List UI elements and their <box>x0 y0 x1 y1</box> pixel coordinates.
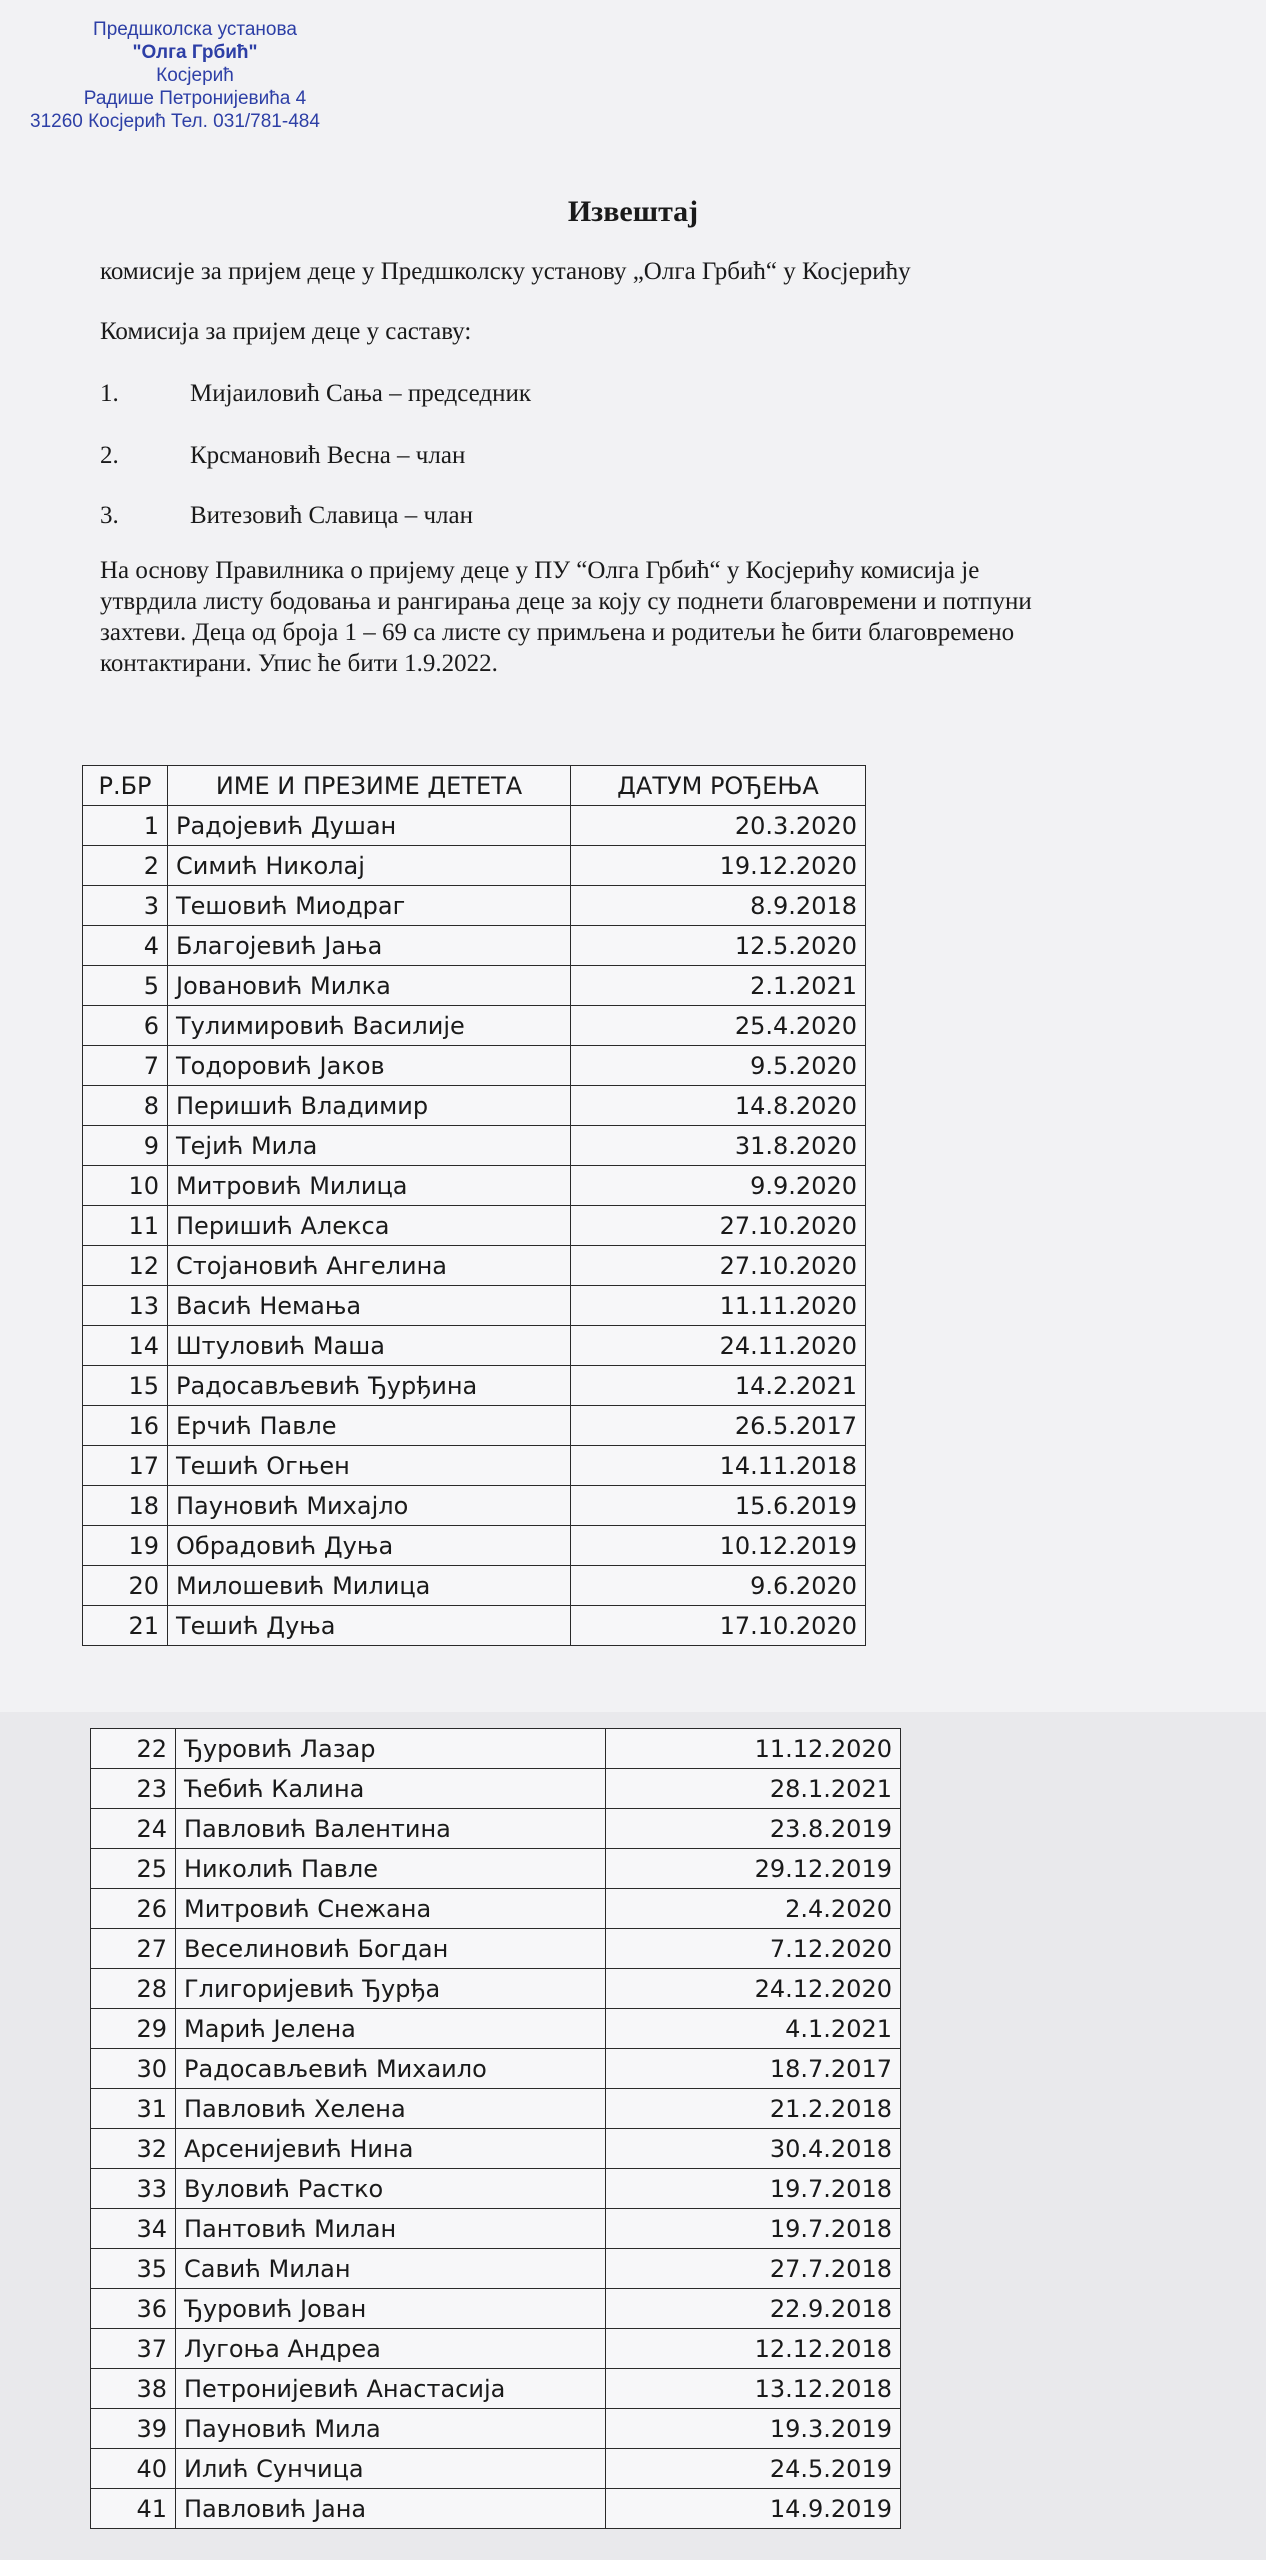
child-name: Митровић Снежана <box>176 1889 606 1929</box>
row-number: 5 <box>83 966 168 1006</box>
table-row <box>91 2209 901 2249</box>
table-row <box>91 1809 901 1849</box>
row-number: 25 <box>91 1849 176 1889</box>
table-row <box>83 1086 866 1126</box>
table-row <box>83 966 866 1006</box>
table-row <box>83 1526 866 1566</box>
birth-date: 18.7.2017 <box>606 2049 901 2089</box>
committee-number: 2. <box>100 442 119 469</box>
table-row <box>83 1206 866 1246</box>
child-name: Пауновић Михајло <box>168 1486 571 1526</box>
table-row <box>83 1246 866 1286</box>
committee-number: 1. <box>100 380 119 407</box>
table-row <box>91 2049 901 2089</box>
birth-date: 11.12.2020 <box>606 1729 901 1769</box>
birth-date: 27.10.2020 <box>571 1206 866 1246</box>
paragraph-line: утврдила листу бодовања и рангирања деце за коју су поднети благовремени и потпуни <box>100 588 1032 615</box>
row-number: 39 <box>91 2409 176 2449</box>
table-row <box>83 806 866 846</box>
child-name: Милошевић Милица <box>168 1566 571 1606</box>
table-row <box>83 1606 866 1646</box>
row-number: 12 <box>83 1246 168 1286</box>
birth-date: 9.9.2020 <box>571 1166 866 1206</box>
row-number: 29 <box>91 2009 176 2049</box>
child-name: Штуловић Маша <box>168 1326 571 1366</box>
committee-number: 3. <box>100 502 119 529</box>
row-number: 2 <box>83 846 168 886</box>
row-number: 9 <box>83 1126 168 1166</box>
row-number: 11 <box>83 1206 168 1246</box>
stamp-line-institution: Предшколска установа <box>93 19 297 40</box>
admission-table-page2 <box>90 1728 901 2529</box>
child-name: Тодоровић Јаков <box>168 1046 571 1086</box>
row-number: 38 <box>91 2369 176 2409</box>
row-number: 8 <box>83 1086 168 1126</box>
birth-date: 27.7.2018 <box>606 2249 901 2289</box>
child-name: Тејић Мила <box>168 1126 571 1166</box>
row-number: 26 <box>91 1889 176 1929</box>
birth-date: 20.3.2020 <box>571 806 866 846</box>
birth-date: 24.12.2020 <box>606 1969 901 2009</box>
row-number: 36 <box>91 2289 176 2329</box>
table-row <box>91 2409 901 2449</box>
child-name: Марић Јелена <box>176 2009 606 2049</box>
child-name: Тешић Огњен <box>168 1446 571 1486</box>
birth-date: 7.12.2020 <box>606 1929 901 1969</box>
child-name: Радојевић Душан <box>168 806 571 846</box>
row-number: 23 <box>91 1769 176 1809</box>
row-number: 31 <box>91 2089 176 2129</box>
header-number: Р.БР <box>83 766 168 806</box>
child-name: Благојевић Јања <box>168 926 571 966</box>
decision-paragraph <box>100 555 1180 679</box>
row-number: 14 <box>83 1326 168 1366</box>
table-row <box>91 2169 901 2209</box>
table-row <box>83 886 866 926</box>
birth-date: 12.12.2018 <box>606 2329 901 2369</box>
paragraph-line: На основу Правилника о пријему деце у ПУ “Олга Грбић“ у Косјерићу комисија је <box>100 557 980 584</box>
child-name: Пантовић Милан <box>176 2209 606 2249</box>
header-name: ИМЕ И ПРЕЗИМЕ ДЕТЕТА <box>168 766 571 806</box>
child-name: Арсенијевић Нина <box>176 2129 606 2169</box>
table-row <box>83 1486 866 1526</box>
table-row <box>83 846 866 886</box>
birth-date: 14.9.2019 <box>606 2489 901 2529</box>
row-number: 18 <box>83 1486 168 1526</box>
table-row <box>91 2449 901 2489</box>
birth-date: 24.5.2019 <box>606 2449 901 2489</box>
row-number: 6 <box>83 1006 168 1046</box>
birth-date: 29.12.2019 <box>606 1849 901 1889</box>
table-row <box>91 2289 901 2329</box>
child-name: Васић Немања <box>168 1286 571 1326</box>
table-row <box>83 1166 866 1206</box>
table-row <box>83 1366 866 1406</box>
row-number: 19 <box>83 1526 168 1566</box>
birth-date: 9.6.2020 <box>571 1566 866 1606</box>
birth-date: 26.5.2017 <box>571 1406 866 1446</box>
birth-date: 30.4.2018 <box>606 2129 901 2169</box>
table-row <box>91 2489 901 2529</box>
birth-date: 25.4.2020 <box>571 1006 866 1046</box>
child-name: Ћебић Калина <box>176 1769 606 1809</box>
child-name: Павловић Јана <box>176 2489 606 2529</box>
child-name: Николић Павле <box>176 1849 606 1889</box>
child-name: Обрадовић Дуња <box>168 1526 571 1566</box>
report-subtitle: комисије за пријем деце у Предшколску установу „Олга Грбић“ у Косјерићу <box>100 258 911 285</box>
row-number: 35 <box>91 2249 176 2289</box>
row-number: 21 <box>83 1606 168 1646</box>
child-name: Вуловић Растко <box>176 2169 606 2209</box>
birth-date: 28.1.2021 <box>606 1769 901 1809</box>
row-number: 32 <box>91 2129 176 2169</box>
row-number: 33 <box>91 2169 176 2209</box>
birth-date: 4.1.2021 <box>606 2009 901 2049</box>
paragraph-line: контактирани. Упис ће бити 1.9.2022. <box>100 650 498 677</box>
row-number: 34 <box>91 2209 176 2249</box>
child-name: Пауновић Мила <box>176 2409 606 2449</box>
birth-date: 15.6.2019 <box>571 1486 866 1526</box>
child-name: Ерчић Павле <box>168 1406 571 1446</box>
table-row <box>91 1889 901 1929</box>
row-number: 3 <box>83 886 168 926</box>
child-name: Илић Сунчица <box>176 2449 606 2489</box>
birth-date: 8.9.2018 <box>571 886 866 926</box>
stamp-line-name: "Олга Грбић" <box>132 42 258 63</box>
admission-table-page1 <box>82 765 866 1646</box>
child-name: Веселиновић Богдан <box>176 1929 606 1969</box>
stamp-line-phone: 31260 Косјерић Тел. 031/781-484 <box>30 111 320 132</box>
child-name: Радосављевић Ђурђина <box>168 1366 571 1406</box>
child-name: Глигоријевић Ђурђа <box>176 1969 606 2009</box>
row-number: 41 <box>91 2489 176 2529</box>
child-name: Ђуровић Лазар <box>176 1729 606 1769</box>
row-number: 22 <box>91 1729 176 1769</box>
birth-date: 27.10.2020 <box>571 1246 866 1286</box>
birth-date: 22.9.2018 <box>606 2289 901 2329</box>
header-birthdate: ДАТУМ РОЂЕЊА <box>571 766 866 806</box>
child-name: Лугоња Андреа <box>176 2329 606 2369</box>
table-row <box>91 1969 901 2009</box>
paragraph-line: захтеви. Деца од броја 1 – 69 са листе су примљена и родитељи ће бити благовремено <box>100 619 1015 646</box>
committee-intro: Комисија за пријем деце у саставу: <box>100 318 472 345</box>
table-row <box>91 2369 901 2409</box>
table-row <box>91 2129 901 2169</box>
row-number: 10 <box>83 1166 168 1206</box>
table-row <box>83 1046 866 1086</box>
birth-date: 19.3.2019 <box>606 2409 901 2449</box>
row-number: 40 <box>91 2449 176 2489</box>
row-number: 1 <box>83 806 168 846</box>
table-row <box>83 1406 866 1446</box>
table-row <box>83 926 866 966</box>
stamp-line-city: Косјерић <box>156 65 234 86</box>
row-number: 37 <box>91 2329 176 2369</box>
row-number: 20 <box>83 1566 168 1606</box>
child-name: Тешовић Миодраг <box>168 886 571 926</box>
child-name: Павловић Валентина <box>176 1809 606 1849</box>
table-row <box>91 2089 901 2129</box>
row-number: 16 <box>83 1406 168 1446</box>
child-name: Перишић Алекса <box>168 1206 571 1246</box>
table-row <box>83 1326 866 1366</box>
row-number: 24 <box>91 1809 176 1849</box>
committee-member: Витезовић Славица – члан <box>190 502 473 529</box>
institution-stamp <box>30 18 360 133</box>
table-row <box>83 1286 866 1326</box>
page-title: Извештај <box>567 195 699 228</box>
birth-date: 11.11.2020 <box>571 1286 866 1326</box>
birth-date: 14.2.2021 <box>571 1366 866 1406</box>
birth-date: 10.12.2019 <box>571 1526 866 1566</box>
birth-date: 31.8.2020 <box>571 1126 866 1166</box>
row-number: 28 <box>91 1969 176 2009</box>
child-name: Тешић Дуња <box>168 1606 571 1646</box>
birth-date: 19.12.2020 <box>571 846 866 886</box>
row-number: 4 <box>83 926 168 966</box>
table-row <box>91 2329 901 2369</box>
child-name: Петронијевић Анастасија <box>176 2369 606 2409</box>
birth-date: 14.11.2018 <box>571 1446 866 1486</box>
table-row <box>91 2249 901 2289</box>
stamp-line-street: Радише Петронијевића 4 <box>83 88 307 109</box>
birth-date: 9.5.2020 <box>571 1046 866 1086</box>
birth-date: 13.12.2018 <box>606 2369 901 2409</box>
birth-date: 14.8.2020 <box>571 1086 866 1126</box>
row-number: 27 <box>91 1929 176 1969</box>
table-row <box>83 1446 866 1486</box>
committee-member: Мијаиловић Сања – председник <box>190 380 532 407</box>
child-name: Радосављевић Михаило <box>176 2049 606 2089</box>
table-row <box>91 1849 901 1889</box>
child-name: Ђуровић Јован <box>176 2289 606 2329</box>
table-row <box>91 1769 901 1809</box>
birth-date: 21.2.2018 <box>606 2089 901 2129</box>
table-row <box>83 1126 866 1166</box>
table-row <box>91 1729 901 1769</box>
birth-date: 12.5.2020 <box>571 926 866 966</box>
row-number: 30 <box>91 2049 176 2089</box>
table-row <box>91 1929 901 1969</box>
child-name: Стојановић Ангелина <box>168 1246 571 1286</box>
row-number: 13 <box>83 1286 168 1326</box>
table-row <box>83 1566 866 1606</box>
birth-date: 2.1.2021 <box>571 966 866 1006</box>
birth-date: 23.8.2019 <box>606 1809 901 1849</box>
birth-date: 19.7.2018 <box>606 2209 901 2249</box>
child-name: Перишић Владимир <box>168 1086 571 1126</box>
child-name: Јовановић Милка <box>168 966 571 1006</box>
birth-date: 17.10.2020 <box>571 1606 866 1646</box>
child-name: Савић Милан <box>176 2249 606 2289</box>
birth-date: 19.7.2018 <box>606 2169 901 2209</box>
child-name: Тулимировић Василије <box>168 1006 571 1046</box>
child-name: Симић Николај <box>168 846 571 886</box>
row-number: 17 <box>83 1446 168 1486</box>
committee-member: Крсмановић Весна – члан <box>190 442 466 469</box>
birth-date: 24.11.2020 <box>571 1326 866 1366</box>
row-number: 15 <box>83 1366 168 1406</box>
table-row <box>83 1006 866 1046</box>
child-name: Митровић Милица <box>168 1166 571 1206</box>
table-header-row <box>83 766 866 806</box>
birth-date: 2.4.2020 <box>606 1889 901 1929</box>
child-name: Павловић Хелена <box>176 2089 606 2129</box>
table-row <box>91 2009 901 2049</box>
row-number: 7 <box>83 1046 168 1086</box>
